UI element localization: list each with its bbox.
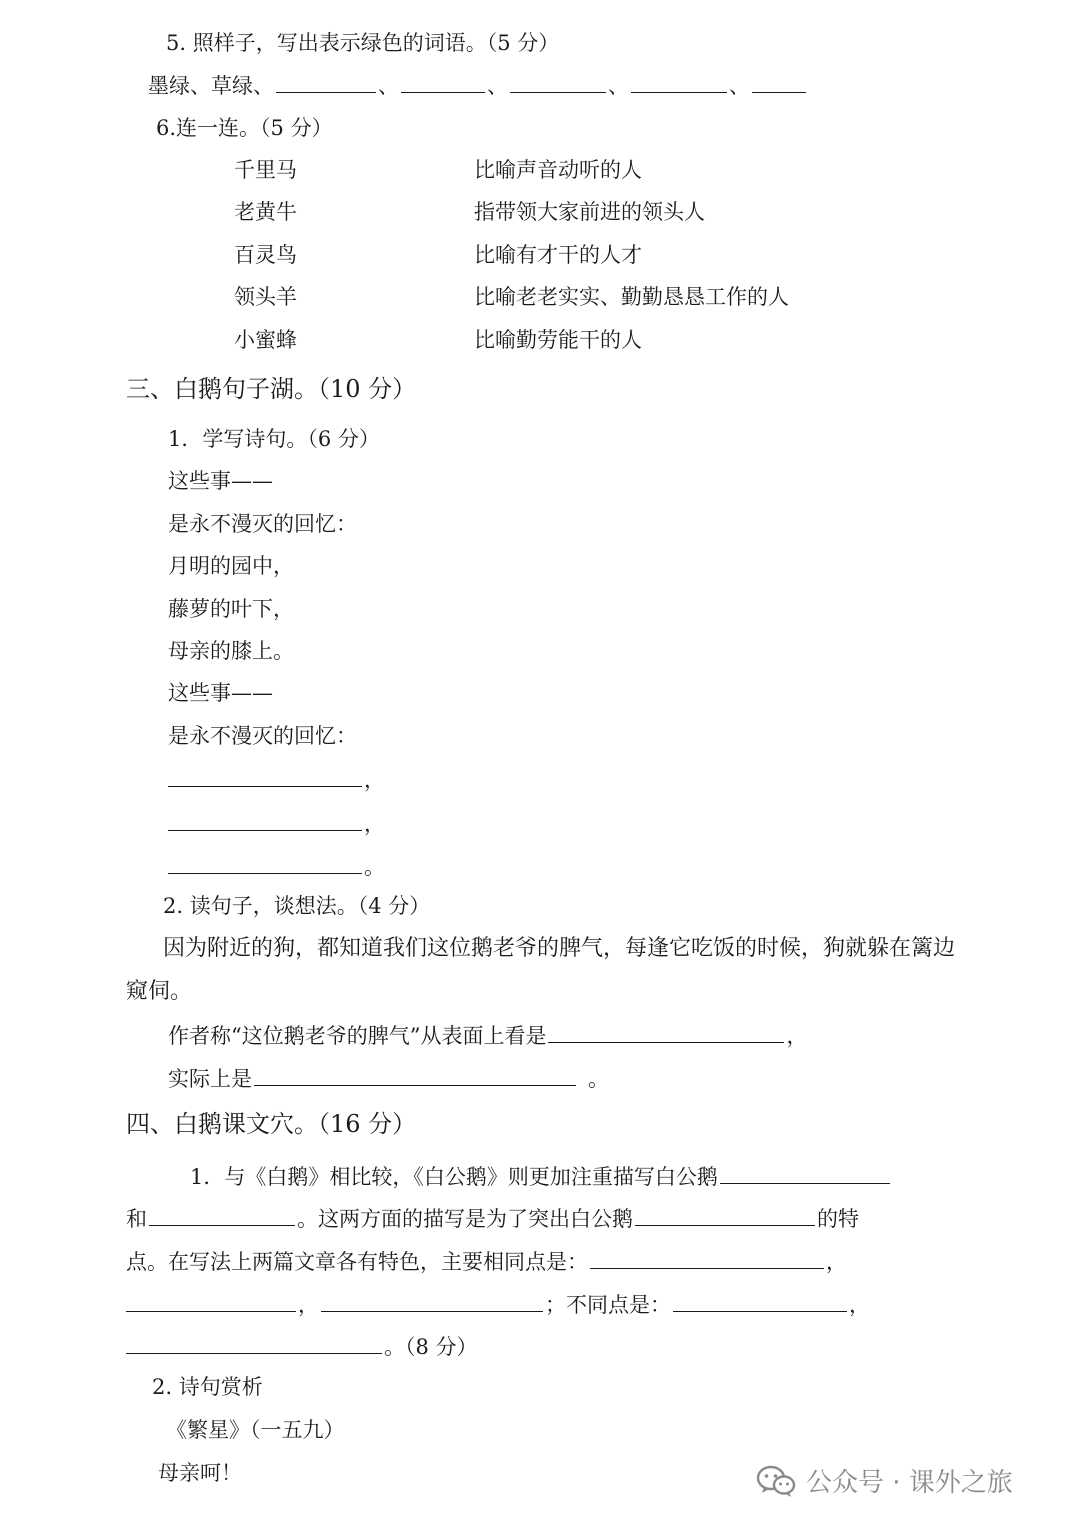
poem-line: 月明的园中，: [168, 554, 294, 578]
q5-blank-3[interactable]: [510, 70, 606, 93]
poem-line: 是永不漫灭的回忆：: [168, 512, 357, 536]
q5-title: 5. 照样子，写出表示绿色的词语。（5 分）: [166, 31, 560, 55]
q6-left-item[interactable]: 百灵鸟: [234, 243, 297, 267]
q5-answer-line: 墨绿、草绿、 、 、 、 、: [148, 70, 808, 101]
s3-q2-title: 2. 读句子，谈想法。（4 分）: [163, 894, 431, 918]
watermark-text: 公众号 · 课外之旅: [806, 1468, 1013, 1498]
poem-line: 母亲的膝上。: [168, 639, 294, 663]
poem-blank-2[interactable]: [168, 808, 362, 831]
s4-blank-1[interactable]: [720, 1161, 890, 1184]
s3-q1-title: 1．学写诗句。（6 分）: [168, 427, 380, 451]
s4-blank-2[interactable]: [149, 1203, 295, 1226]
s4-blank-4[interactable]: [590, 1246, 824, 1269]
s3-q2-blank-2[interactable]: [254, 1063, 576, 1086]
s4-q1-line5: 。（8 分）: [126, 1331, 478, 1362]
poem-line: 母亲呵！: [158, 1461, 242, 1485]
q5-blank-4[interactable]: [631, 70, 727, 93]
s3-q2-blank-1[interactable]: [548, 1020, 784, 1043]
s4-q1-line2: 和 。这两方面的描写是为了突出白公鹅 的特: [126, 1203, 859, 1234]
poem-line: 藤萝的叶下，: [168, 597, 294, 621]
q6-right-item[interactable]: 指带领大家前进的领头人: [474, 200, 705, 224]
s4-blank-6[interactable]: [321, 1289, 543, 1312]
s4-blank-3[interactable]: [635, 1203, 815, 1226]
s3-q2-prompt1-line: 作者称“这位鹅老爷的脾气”从表面上看是 ，: [168, 1020, 807, 1051]
q6-right-item[interactable]: 比喻老老实实、勤勤恳恳工作的人: [474, 285, 789, 309]
s4-q1-line3: 点。在写法上两篇文章各有特色，主要相同点是： ，: [126, 1246, 847, 1277]
poem-fill-line-1: ，: [168, 764, 385, 795]
s4-blank-8[interactable]: [126, 1331, 382, 1354]
watermark: [756, 1462, 1013, 1499]
s3-q2-text-1: 因为附近的狗，都知道我们这位鹅老爷的脾气，每逢它吃饭的时候，狗就躲在篱边: [163, 936, 956, 961]
poem-line: 这些事——: [168, 469, 273, 493]
poem-blank-3[interactable]: [168, 851, 362, 874]
q6-left-item[interactable]: 领头羊: [234, 285, 297, 309]
s4-q1-line4: ， ；不同点是： ，: [126, 1289, 870, 1320]
poem-blank-1[interactable]: [168, 764, 362, 787]
s3-q2-prompt2-line: 实际上是 。: [168, 1063, 609, 1094]
q6-title: 6.连一连。（5 分）: [156, 116, 333, 140]
q5-blank-2[interactable]: [401, 70, 485, 93]
wechat-icon: [756, 1464, 796, 1498]
q6-left-item[interactable]: 小蜜蜂: [234, 328, 297, 352]
poem-fill-line-3: 。: [168, 851, 385, 882]
q6-right-item[interactable]: 比喻声音动听的人: [474, 158, 642, 182]
s4-q1-line1: 1．与《白鹅》相比较，《白公鹅》则更加注重描写白公鹅: [190, 1161, 892, 1192]
q5-example: 墨绿、草绿、: [148, 74, 274, 98]
section4-heading: 四、白鹅课文穴。（16 分）: [126, 1110, 417, 1138]
q6-left-item[interactable]: 老黄牛: [234, 200, 297, 224]
q6-right-item[interactable]: 比喻有才干的人才: [474, 243, 642, 267]
q6-left-item[interactable]: 千里马: [234, 158, 297, 182]
q5-blank-5[interactable]: [752, 70, 806, 93]
poem-line: 是永不漫灭的回忆：: [168, 724, 357, 748]
s4-blank-5[interactable]: [126, 1289, 296, 1312]
s4-q2-title: 2. 诗句赏析: [152, 1375, 263, 1399]
s4-blank-7[interactable]: [673, 1289, 847, 1312]
s3-q2-text-2: 窥伺。: [126, 979, 193, 1004]
poem-line: 这些事——: [168, 681, 273, 705]
q5-blank-1[interactable]: [276, 70, 376, 93]
poem-title: 《繁星》（一五九）: [166, 1418, 345, 1442]
section3-heading: 三、白鹅句子湖。（10 分）: [126, 375, 417, 403]
q6-right-item[interactable]: 比喻勤劳能干的人: [474, 328, 642, 352]
poem-fill-line-2: ，: [168, 808, 385, 839]
